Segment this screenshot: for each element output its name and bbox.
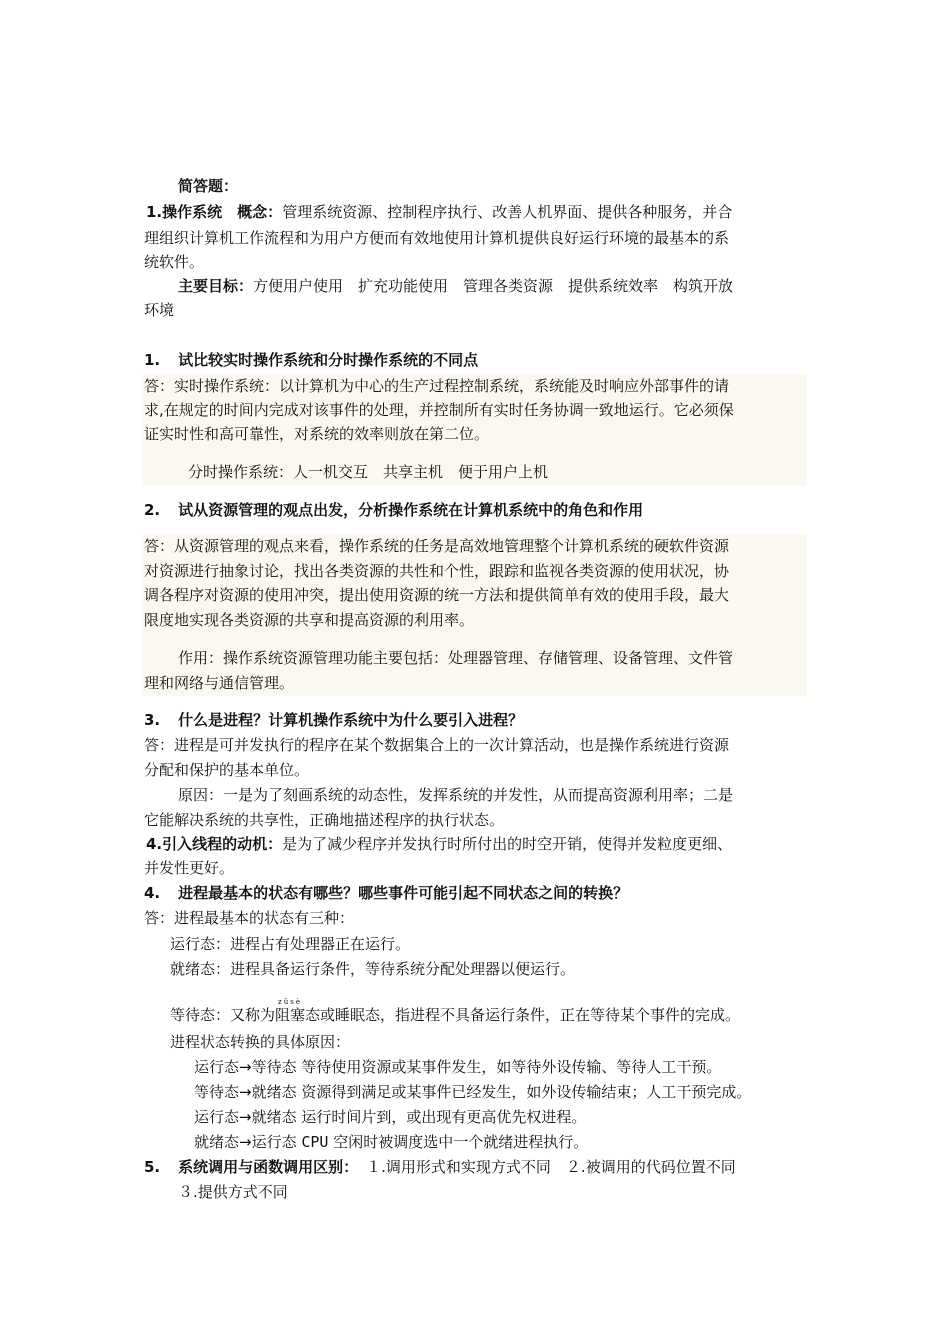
thread-motivation-line-1: [146, 834, 732, 854]
answer-1-line-4: 分时操作系统：人一机交互 共享主机 便于用户上机: [188, 463, 549, 481]
thread-label: 引入线程的动机：: [162, 835, 283, 853]
goal-tail: 环境: [144, 301, 175, 319]
thread-number: 4.: [146, 835, 163, 853]
goal-line: [178, 276, 733, 296]
state-waiting: [170, 998, 740, 1025]
thread-text-1: 是为了减少程序并发执行时所付出的时空开销，使得并发粒度更细、: [282, 835, 733, 853]
question-2-number: 2.: [144, 501, 161, 519]
question-1-title: 试比较实时操作系统和分时操作系统的不同点: [178, 351, 479, 369]
transition-1: 运行态→等待态 等待使用资源或某事件发生，如等待外设传输、等待人工干预。: [194, 1058, 722, 1076]
answer-3-line-3: 原因：一是为了刻画系统的动态性，发挥系统的并发性，从而提高资源利用率；二是: [178, 786, 734, 804]
transition-4-post: 空闲时被调度选中一个就绪进程执行。: [328, 1133, 589, 1151]
question-2-title: 试从资源管理的观点出发，分析操作系统在计算机系统中的角色和作用: [178, 501, 644, 519]
answer-3-line-2: 分配和保护的基本单位。: [144, 761, 310, 779]
blocked-ruby: 阻塞zǔsè: [275, 998, 306, 1024]
question-3-title: 什么是进程？计算机操作系统中为什么要引入进程？: [178, 711, 524, 729]
answer-1-line-3: 证实时性和高可靠性，对系统的效率则放在第二位。: [144, 425, 490, 443]
answer-1-line-1: 答：实时操作系统：以计算机为中心的生产过程控制系统，系统能及时响应外部事件的请: [144, 377, 730, 395]
answer-3-line-1: 答：进程是可并发执行的程序在某个数据集合上的一次计算活动，也是操作系统进行资源: [144, 736, 730, 754]
definition-line-2: 理组织计算机工作流程和为用户方便而有效地使用计算机提供良好运行环境的最基本的系: [144, 229, 730, 247]
definition-text-1: 管理系统资源、控制程序执行、改善人机界面、提供各种服务，并合: [282, 203, 733, 221]
question-3-number: 3.: [144, 711, 161, 729]
goal-label: 主要目标：: [178, 277, 254, 295]
concept-label: 概念：: [237, 203, 283, 221]
transition-4-pre: 就绪态→运行态: [194, 1133, 302, 1151]
answer-2-line-4: 限度地实现各类资源的共享和提高资源的利用率。: [144, 611, 475, 629]
question-4-number: 4.: [144, 884, 161, 902]
definition-line-1: [146, 202, 732, 222]
question-5: [144, 1157, 736, 1177]
question-5-item-3: ３.提供方式不同: [178, 1183, 288, 1201]
state-waiting-pre: 等待态：又称为: [170, 1006, 276, 1024]
state-ready: 就绪态：进程具备运行条件，等待系统分配处理器以便运行。: [170, 960, 576, 978]
question-2: [144, 500, 643, 520]
question-5-title: 系统调用与函数调用区别：: [178, 1158, 359, 1176]
answer-2-line-5: 作用：操作系统资源管理功能主要包括：处理器管理、存储管理、设备管理、文件管: [178, 649, 734, 667]
section-title: 简答题：: [178, 177, 239, 195]
definition-line-3: 统软件。: [144, 253, 205, 271]
question-4: [144, 883, 628, 903]
answer-3-line-4: 它能解决系统的共享性，正确地描述程序的执行状态。: [144, 811, 505, 829]
goal-items: 方便用户使用 扩充功能使用 管理各类资源 提供系统效率 构筑开放: [253, 277, 734, 295]
answer-2-line-3: 调各程序对资源的使用冲突，提出使用资源的统一方法和提供简单有效的使用手段，最大: [144, 586, 730, 604]
blocked-pinyin: zǔsè: [275, 998, 306, 1006]
answer-2-line-6: 理和网络与通信管理。: [144, 674, 295, 692]
transition-reason-title: 进程状态转换的具体原因：: [170, 1033, 351, 1051]
transition-3: 运行态→就绪态 运行时间片到，或出现有更高优先权进程。: [194, 1108, 587, 1126]
answer-1-line-2: 求,在规定的时间内完成对该事件的处理，并控制所有实时任务协调一致地运行。它必须保: [144, 401, 734, 419]
definition-number: 1.: [146, 203, 163, 221]
state-running: 运行态：进程占有处理器正在运行。: [170, 935, 411, 953]
question-5-items: １.调用形式和实现方式不同 ２.被调用的代码位置不同: [366, 1158, 736, 1176]
thread-motivation-line-2: 并发性更好。: [144, 859, 235, 877]
question-3: [144, 710, 523, 730]
transition-2: 等待态→就绪态 资源得到满足或某事件已经发生，如外设传输结束；人工干预完成。: [194, 1083, 752, 1101]
definition-term: 操作系统: [162, 203, 223, 221]
answer-2-line-1: 答：从资源管理的观点来看，操作系统的任务是高效地管理整个计算机系统的硬软件资源: [144, 537, 730, 555]
state-waiting-post: 态或睡眠态，指进程不具备运行条件，正在等待某个事件的完成。: [305, 1006, 741, 1024]
answer-2-line-2: 对资源进行抽象讨论，找出各类资源的共性和个性，跟踪和监视各类资源的使用状况，协: [144, 562, 730, 580]
transition-4: [194, 1132, 588, 1152]
question-1: [144, 350, 478, 370]
question-4-title: 进程最基本的状态有哪些？哪些事件可能引起不同状态之间的转换？: [178, 884, 629, 902]
transition-4-cpu: CPU: [301, 1133, 329, 1151]
answer-4-line-1: 答：进程最基本的状态有三种：: [144, 909, 355, 927]
question-5-number: 5.: [144, 1158, 161, 1176]
question-1-number: 1.: [144, 351, 161, 369]
